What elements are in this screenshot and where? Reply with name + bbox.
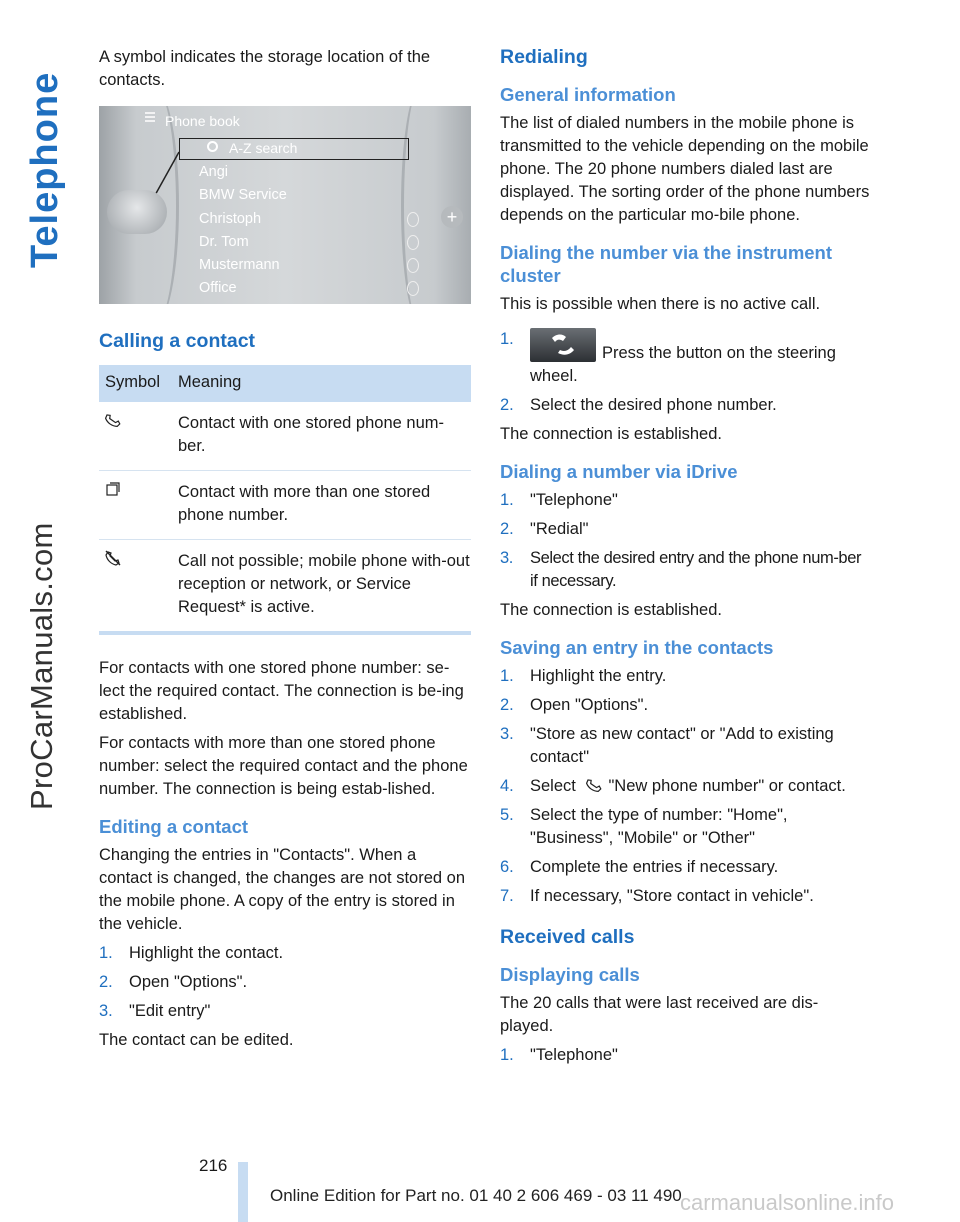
controller-knob-icon bbox=[107, 190, 167, 234]
calling-heading: Calling a contact bbox=[99, 330, 256, 352]
displaying-steps bbox=[500, 1044, 870, 1067]
page-number: 216 bbox=[199, 1156, 228, 1175]
contact-row[interactable]: Office bbox=[199, 277, 419, 300]
list-item: 1. "Telephone" bbox=[500, 491, 618, 509]
site-watermark bbox=[22, 470, 62, 810]
contact-row[interactable]: Mustermann bbox=[199, 254, 419, 277]
cluster-steps bbox=[500, 328, 870, 417]
plus-icon: + bbox=[441, 206, 463, 228]
paragraph: The list of dialed numbers in the mobile phone is transmitted to the vehicle depending on the mobile phone. The 20 phone numbers dialed last are displayed. The sorting order of the phone numbers depends on the particular mo-bile phone. bbox=[500, 114, 870, 224]
list-item: 5. Select the type of number: "Home", "Business", "Mobile" or "Other" bbox=[500, 806, 788, 847]
saving-heading: Saving an entry in the contacts bbox=[500, 637, 774, 658]
paragraph: For contacts with one stored phone number: se-lect the required contact. The connection is be-ing established. bbox=[99, 659, 464, 723]
list-item: 6. Complete the entries if necessary. bbox=[500, 858, 779, 876]
chapter-tab bbox=[20, 40, 70, 270]
paragraph: For contacts with more than one stored phone number: select the required contact and the phone number. The connection is being estab-lished. bbox=[99, 734, 468, 798]
footer-bar bbox=[238, 1162, 248, 1222]
intro-text: A symbol indicates the storage location of the contacts. bbox=[99, 48, 431, 89]
editing-steps bbox=[99, 942, 473, 1023]
search-label: A-Z search bbox=[229, 140, 298, 156]
col-meaning: Meaning bbox=[178, 365, 471, 402]
list-item: 1. Highlight the contact. bbox=[99, 944, 284, 962]
phone-single-icon bbox=[586, 777, 602, 793]
contact-row[interactable]: BMW Service bbox=[199, 187, 287, 204]
contact-row[interactable]: Angi bbox=[199, 164, 229, 180]
paragraph: Changing the entries in "Contacts". When a contact is changed, the changes are not stored on the mobile phone. A copy of the entry is stored in the vehicle. bbox=[99, 846, 465, 933]
edition-text: Online Edition for Part no. 01 40 2 606 469 - 03 11 490 bbox=[270, 1186, 682, 1205]
table-row bbox=[99, 540, 471, 634]
contact-row[interactable]: Christoph bbox=[199, 208, 419, 231]
list-item: 2. "Redial" bbox=[500, 520, 589, 538]
meaning-cell: Call not possible; mobile phone with-out reception or network, or Service Request* is active. bbox=[178, 540, 471, 634]
left-column bbox=[99, 46, 473, 1058]
right-column bbox=[500, 46, 870, 1073]
list-item: 3. "Store as new contact" or "Add to existing contact" bbox=[500, 725, 834, 766]
bluetooth-icon bbox=[407, 258, 419, 273]
table-row bbox=[99, 471, 471, 540]
list-item: 3. Select the desired entry and the phone num-ber if necessary. bbox=[500, 549, 862, 590]
editing-heading: Editing a contact bbox=[99, 816, 249, 837]
list-item: 3. "Edit entry" bbox=[99, 1002, 211, 1020]
meaning-cell: Contact with more than one stored phone number. bbox=[178, 471, 471, 540]
phone-crossed-icon bbox=[105, 550, 121, 566]
saving-steps bbox=[500, 665, 870, 908]
idrive-steps bbox=[500, 489, 870, 593]
bluetooth-icon bbox=[407, 212, 419, 227]
paragraph: The connection is established. bbox=[500, 601, 722, 619]
site-watermark-label: ProCarManuals.com bbox=[24, 522, 59, 810]
received-heading: Received calls bbox=[500, 926, 635, 948]
phone-button-icon bbox=[530, 328, 596, 362]
phone-single-icon bbox=[105, 412, 121, 428]
general-heading: General information bbox=[500, 84, 676, 105]
col-symbol: Symbol bbox=[99, 365, 178, 402]
bluetooth-icon bbox=[407, 281, 419, 296]
screen-title: Phone book bbox=[165, 113, 240, 129]
paragraph: The connection is established. bbox=[500, 425, 722, 443]
contact-row[interactable]: Dr. Tom bbox=[199, 231, 419, 254]
bluetooth-icon bbox=[407, 235, 419, 250]
list-item: 2. Select the desired phone number. bbox=[500, 396, 777, 414]
list-item: 7. If necessary, "Store contact in vehicle". bbox=[500, 887, 814, 905]
chapter-label: Telephone bbox=[24, 71, 66, 268]
footer-watermark: carmanualsonline.info bbox=[680, 1190, 895, 1215]
redialing-heading: Redialing bbox=[500, 46, 588, 68]
list-item: 1. "Telephone" bbox=[500, 1046, 618, 1064]
paragraph: This is possible when there is no active call. bbox=[500, 295, 821, 313]
list-item: 4. Select "New phone number" or contact. bbox=[500, 777, 846, 795]
paragraph: The 20 calls that were last received are dis-played. bbox=[500, 994, 819, 1035]
contact-list bbox=[199, 161, 419, 301]
meaning-cell: Contact with one stored phone num-ber. bbox=[178, 402, 471, 471]
paragraph: The contact can be edited. bbox=[99, 1031, 294, 1049]
table-row bbox=[99, 402, 471, 471]
phone-multiple-icon bbox=[105, 481, 121, 497]
list-item: 2. Open "Options". bbox=[500, 696, 649, 714]
list-item: 2. Open "Options". bbox=[99, 973, 248, 991]
list-item: 1. Highlight the entry. bbox=[500, 667, 667, 685]
symbol-table bbox=[99, 365, 471, 635]
displaying-heading: Displaying calls bbox=[500, 964, 640, 985]
list-item: 1. Press the button on the steering wheel. bbox=[500, 330, 836, 385]
idrive-heading: Dialing a number via iDrive bbox=[500, 461, 738, 482]
phonebook-screenshot bbox=[99, 106, 471, 304]
cluster-heading: Dialing the number via the instrument cluster bbox=[500, 242, 833, 286]
